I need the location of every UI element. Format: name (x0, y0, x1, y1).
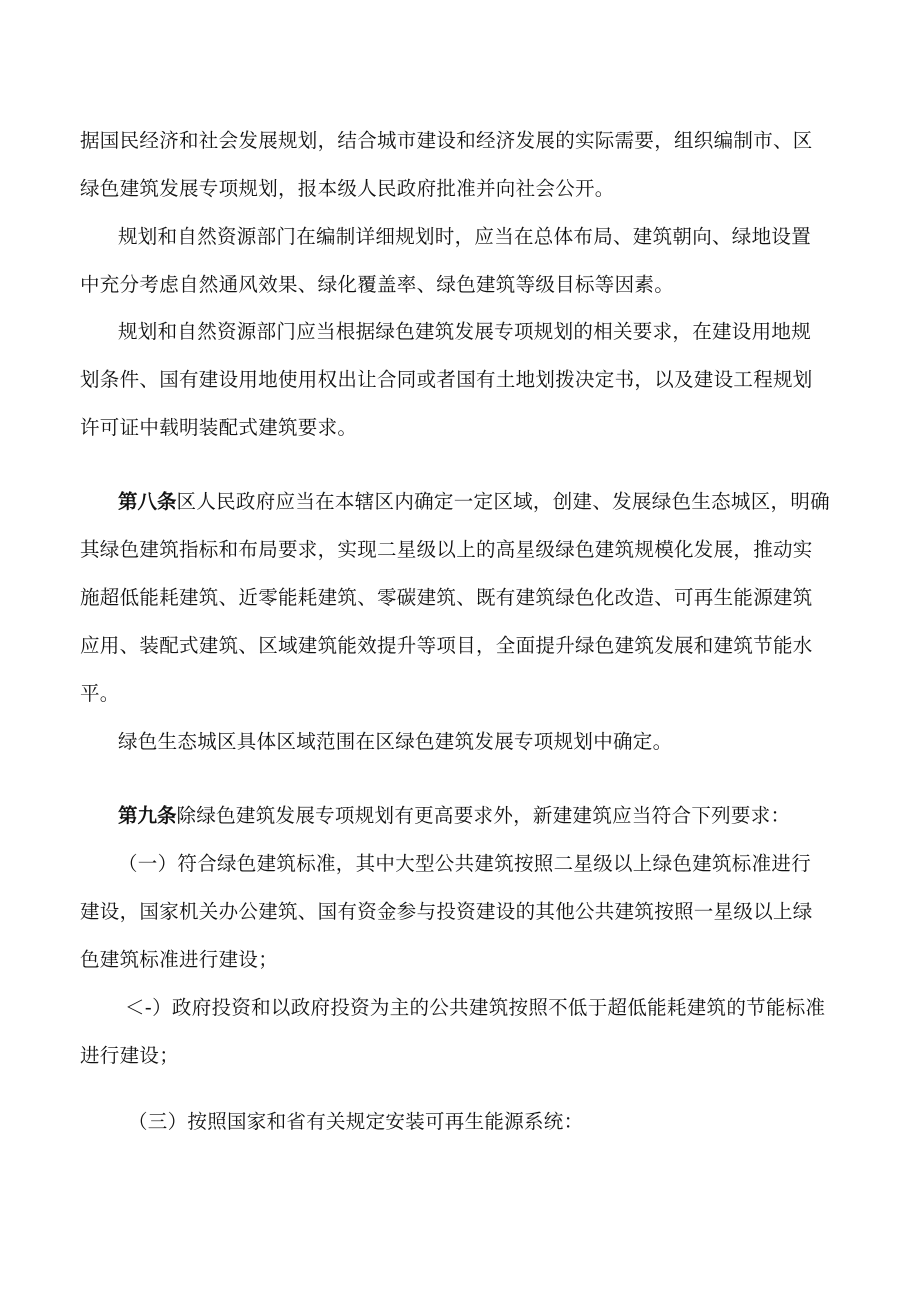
paragraph-line: 施超低能耗建筑、近零能耗建筑、零碳建筑、既有建筑绿色化改造、可再生能源建筑 (80, 586, 813, 609)
article-8-line (118, 490, 830, 514)
paragraph-text: 区人民政府应当在本辖区内确定一定区域，创建、发展绿色生态城区，明确 (176, 490, 830, 513)
paragraph-line: 色建筑标准进行建设； (80, 948, 279, 971)
list-item-line: （三）按照国家和省有关规定安装可再生能源系统： (128, 1110, 584, 1133)
paragraph-line: 其绿色建筑指标和布局要求，实现二星级以上的高星级绿色建筑规模化发展，推动实 (80, 538, 813, 561)
paragraph-line: 规划和自然资源部门应当根据绿色建筑发展专项规划的相关要求，在建设用地规 (118, 320, 812, 343)
article-9-line (118, 804, 790, 828)
article-9-heading: 第九条 (118, 804, 177, 827)
paragraph-line: 许可证中载明装配式建筑要求。 (80, 416, 358, 439)
paragraph-line: 中充分考虑自然通风效果、绿化覆盖率、绿色建筑等级目标等因素。 (80, 273, 675, 296)
paragraph-line: 划条件、国有建设用地使用权出让合同或者国有土地划拨决定书，以及建设工程规划 (80, 368, 813, 391)
paragraph-line: 据国民经济和社会发展规划，结合城市建设和经济发展的实际需要，组织编制市、区 (80, 129, 813, 152)
paragraph-line: 绿色生态城区具体区域范围在区绿色建筑发展专项规划中确定。 (118, 730, 673, 753)
paragraph-line: 应用、装配式建筑、区域建筑能效提升等项目，全面提升绿色建筑发展和建筑节能水 (80, 634, 813, 657)
paragraph-line: 平。 (80, 682, 120, 705)
article-8-heading: 第八条 (118, 490, 177, 513)
paragraph-line: 建设，国家机关办公建筑、国有资金参与投资建设的其他公共建筑按照一星级以上绿 (80, 900, 813, 923)
list-item-line: （一）符合绿色建筑标准，其中大型公共建筑按照二星级以上绿色建筑标准进行 (118, 852, 812, 875)
paragraph-line: 进行建设； (80, 1044, 180, 1067)
paragraph-line: 绿色建筑发展专项规划，报本级人民政府批准并向社会公开。 (80, 177, 615, 200)
list-item-line: ＜-）政府投资和以政府投资为主的公共建筑按照不低于超低能耗建筑的节能标准 (125, 996, 826, 1019)
paragraph-line: 规划和自然资源部门在编制详细规划时，应当在总体布局、建筑朝向、绿地设置 (118, 225, 812, 248)
paragraph-text: 除绿色建筑发展专项规划有更高要求外，新建建筑应当符合下列要求： (176, 804, 791, 827)
